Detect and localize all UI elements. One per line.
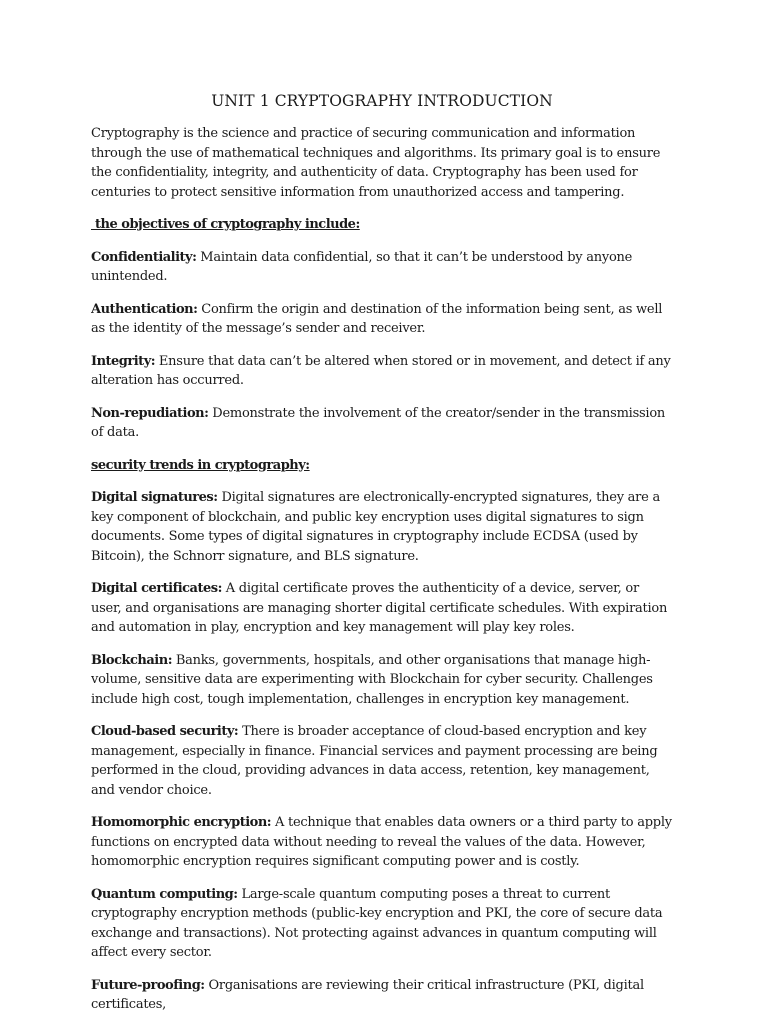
trend-text: A technique that enables data owners or a third party to apply functions on encrypted data without needing to reveal the values of the data. However, homomorphic encryption requires significant computing power and is costly. [91,815,672,869]
objective-term: Integrity: [91,353,156,369]
objective-term: Authentication: [91,301,198,317]
document-page [91,92,673,1024]
trend-text: A digital certificate proves the authenticity of a device, server, or user, and organisations are managing shorter digital certificate schedules. With expiration and automation in play, encryption and key management will play key roles. [91,581,668,635]
trend-term: Cloud-based security: [91,724,239,739]
trend-item [91,651,673,710]
objective-text: Confirm the origin and destination of the information being sent, as well as the identity of the message’s sender and receiver. [91,301,663,336]
objective-text: Demonstrate the involvement of the creator/sender in the transmission of data. [91,405,666,440]
objective-item [91,248,673,287]
objective-term: Confidentiality: [91,249,197,265]
trend-term: Blockchain: [91,652,172,668]
trend-item [91,813,673,872]
trend-text: Large-scale quantum computing poses a threat to current cryptography encryption methods (public-key encryption and PKI, the core of secure data exchange and transactions). Not protecting against advances in quantum computing will affect every sector. [91,886,663,960]
trend-item [91,976,673,1015]
objective-term: Non-repudiation: [91,405,209,421]
trend-text: Organisations are reviewing their critical infrastructure (PKI, digital certificates, [91,977,644,1012]
trend-term: Homomorphic encryption: [91,815,272,830]
trend-term: Quantum computing: [91,886,238,902]
objectives-heading-paragraph [91,215,673,235]
objective-text: Ensure that data can’t be altered when stored or in movement, and detect if any alteration has occurred. [91,353,671,388]
trend-item [91,722,673,800]
trends-heading: security trends in cryptography: [91,457,310,473]
objective-text: Maintain data confidential, so that it can’t be understood by anyone unintended. [91,249,633,284]
objective-item [91,300,673,339]
trend-text: Digital signatures are electronically-encrypted signatures, they are a key component of blockchain, and public key encryption uses digital signatures to sign documents. Some types of digital signatures in cryptography include ECDSA (used by Bitcoin), the Schnorr signature, and BLS signature. [91,490,660,564]
trends-heading-paragraph [91,456,673,476]
trend-item [91,488,673,566]
intro-paragraph: Cryptography is the science and practice of securing communication and information through the use of mathematical techniques and algorithms. Its primary goal is to ensure the confidentiality, integrity, and authenticity of data. Cryptography has been used for centuries to protect sensitive information from unauthorized access and tampering. [91,126,661,200]
trend-item [91,579,673,638]
objectives-heading: the objectives of cryptography include: [91,217,360,232]
trend-text: Banks, governments, hospitals, and other organisations that manage high-volume, sensitive data are experimenting with Blockchain for cyber security. Challenges include high cost, tough implementation, challenges in encryption key management. [91,652,653,707]
objective-item [91,404,673,443]
trend-text: There is broader acceptance of cloud-based encryption and key management, especially in finance. Financial services and payment processing are being performed in the cloud, providing advances in data access, retention, key management, and vendor choice. [91,724,658,798]
trend-term: Future-proofing: [91,977,205,993]
document-title: UNIT 1 CRYPTOGRAPHY INTRODUCTION [211,92,553,110]
objective-item [91,352,673,391]
trend-term: Digital signatures: [91,490,218,505]
trend-term: Digital certificates: [91,581,222,596]
trend-item [91,885,673,963]
